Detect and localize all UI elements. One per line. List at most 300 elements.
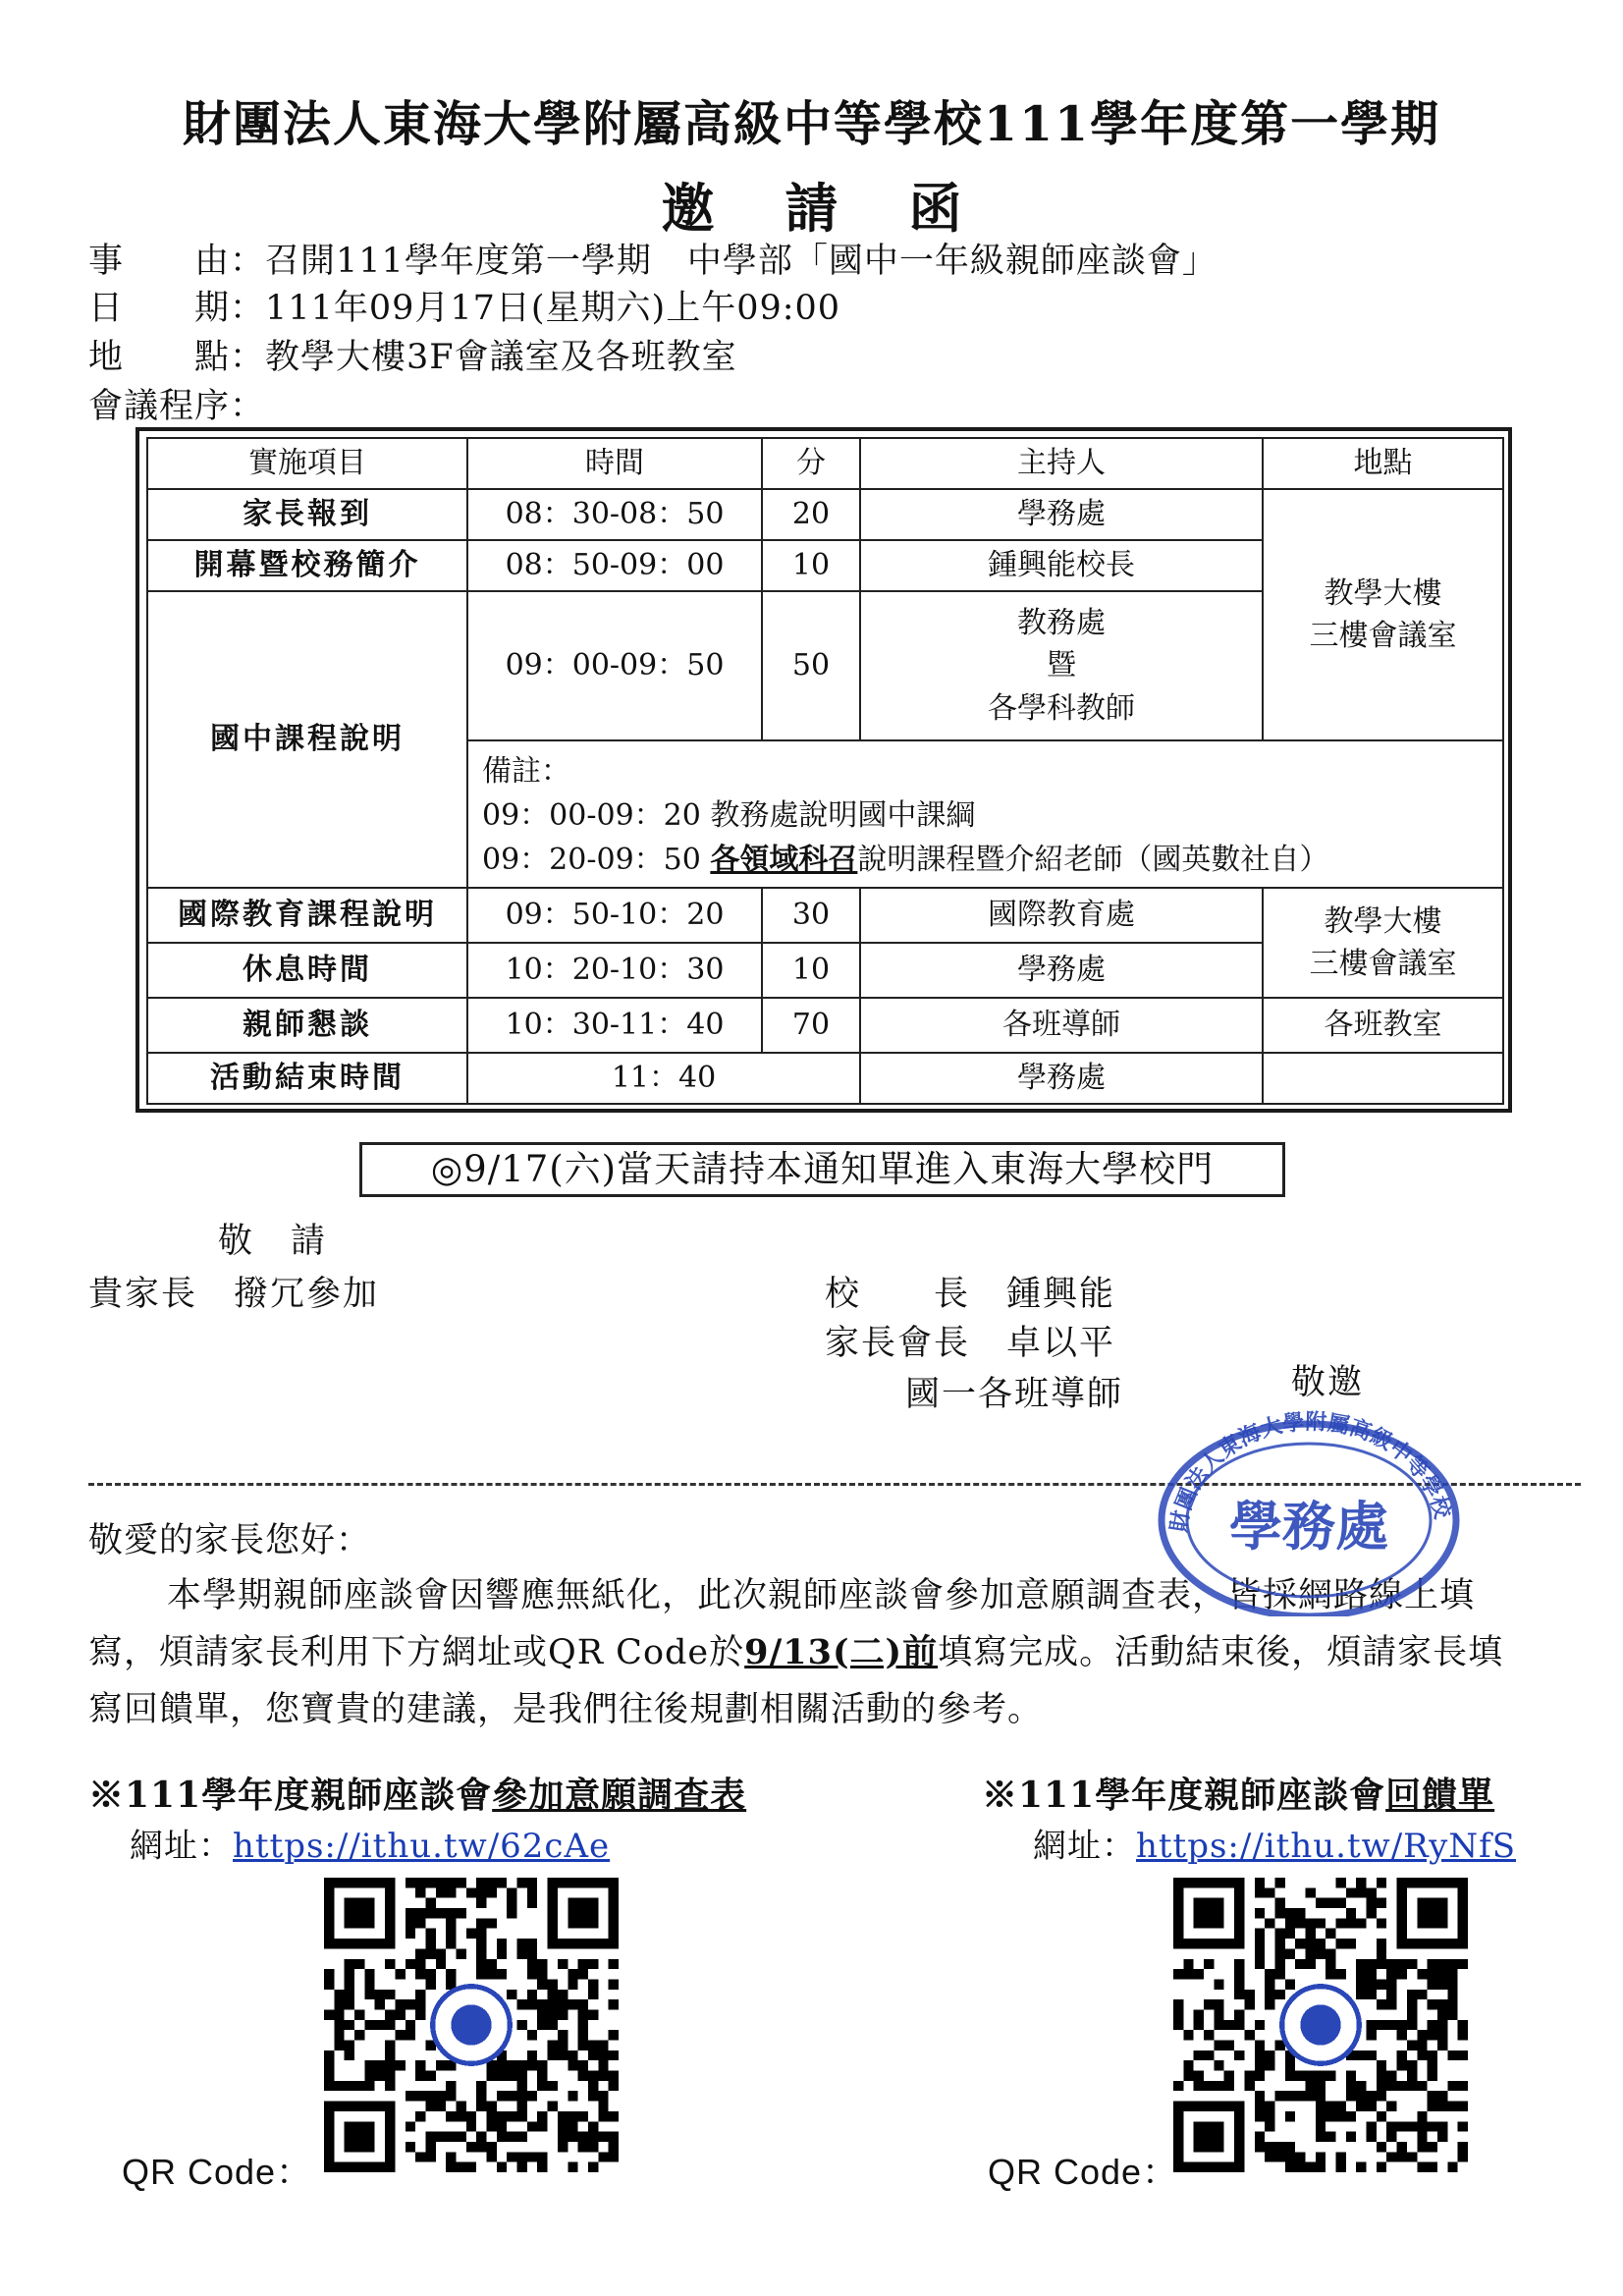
info-location-label: 地 點： [88, 338, 266, 377]
qr-module [588, 2081, 598, 2091]
qr-module [1417, 2111, 1427, 2121]
qr-module [609, 1979, 619, 1989]
qr-module [446, 1929, 456, 1939]
qr-logo-center [1300, 2004, 1340, 2045]
qr-module [598, 2050, 608, 2060]
letter-line3: 寫回饋單，您寶貴的建議，是我們往後規劃相關活動的參考。 [88, 1690, 1044, 1729]
qr-module [537, 2162, 547, 2172]
qr-module [425, 1979, 435, 1989]
qr-module [1377, 1948, 1386, 1958]
qr-module [1397, 2142, 1407, 2152]
qr-module [527, 1948, 537, 1958]
qr-module [406, 1908, 415, 1918]
info-subject-label: 事 由： [88, 242, 266, 281]
qr-right-url-link[interactable]: https://ithu.tw/RyNfS [1136, 1827, 1516, 1866]
qr-module [1234, 1969, 1244, 1979]
qr-module [1274, 1969, 1284, 1979]
info-subject [88, 234, 1217, 283]
qr-right-url-row [1033, 1819, 1516, 1867]
qr-module [425, 1969, 435, 1979]
qr-module [1428, 1979, 1437, 1989]
qr-module [517, 1948, 527, 1958]
qr-module [588, 2132, 598, 2142]
qr-module [1316, 2121, 1325, 2131]
qr-module [507, 1908, 516, 1918]
qr-module [1285, 1918, 1295, 1928]
qr-module [446, 1908, 456, 1918]
qr-module [568, 2091, 577, 2101]
qr-module [487, 2071, 497, 2081]
qr-module [537, 2020, 547, 2030]
qr-module [497, 2060, 507, 2070]
qr-module [1377, 1878, 1386, 1887]
qr-module [598, 2091, 608, 2101]
qr-module [1336, 2111, 1346, 2121]
qr-module [558, 2030, 568, 2040]
qr-module [1224, 2081, 1234, 2091]
qr-module [588, 1959, 598, 1969]
school-seal-stamp [1147, 1402, 1471, 1616]
qr-module [1285, 2142, 1295, 2152]
qr-module [1377, 2111, 1386, 2121]
qr-module [609, 2142, 619, 2152]
qr-module [1316, 2162, 1325, 2172]
qr-module [1367, 2121, 1377, 2131]
qr-module [1346, 2071, 1356, 2081]
qr-module [1428, 2162, 1437, 2172]
qr-finder-pattern [1194, 2121, 1224, 2152]
qr-module [568, 1969, 577, 1979]
qr-module [1407, 1959, 1417, 1969]
qr-module [446, 1939, 456, 1948]
row-host: 各班導師 [860, 998, 1263, 1053]
header-location: 地點 [1263, 438, 1503, 489]
qr-module [1367, 2020, 1377, 2030]
qr-module [1173, 1969, 1183, 1979]
qr-module [527, 2030, 537, 2040]
qr-module [1356, 2050, 1366, 2060]
qr-module [1447, 2050, 1457, 2060]
qr-module [578, 2132, 588, 2142]
qr-module [415, 2060, 425, 2070]
qr-module [1346, 2111, 1356, 2121]
qr-right-prefix: ※111學年度親師座談會 [982, 1775, 1386, 1816]
qr-module [1316, 1939, 1325, 1948]
qr-module [1447, 1959, 1457, 1969]
qr-module [476, 2091, 486, 2101]
qr-module [415, 1959, 425, 1969]
qr-module [1265, 2102, 1274, 2111]
qr-module [1346, 1908, 1356, 1918]
info-location-value: 教學大樓3F會議室及各班教室 [265, 338, 737, 377]
qr-module [425, 2132, 435, 2142]
row-location-b [1263, 888, 1503, 998]
qr-module [1214, 2041, 1223, 2050]
qr-module [1458, 2152, 1468, 2161]
qr-module [1224, 2041, 1234, 2050]
qr-module [345, 2081, 354, 2091]
qr-module [1285, 1948, 1295, 1958]
qr-module [425, 2152, 435, 2161]
info-subject-value: 召開111學年度第一學期 中學部「國中一年級親師座談會」 [265, 242, 1217, 281]
qr-module [487, 1959, 497, 1969]
qr-module [1255, 2132, 1265, 2142]
qr-module [1204, 2050, 1214, 2060]
qr-module [1407, 2152, 1417, 2161]
note-line2-prefix: 09：20-09：50 [482, 843, 711, 877]
qr-module [466, 2111, 476, 2121]
qr-module [436, 2132, 446, 2142]
qr-module [609, 2081, 619, 2091]
qr-module [476, 2102, 486, 2111]
qr-module [1255, 2142, 1265, 2152]
qr-module [1316, 2102, 1325, 2111]
qr-module [415, 2071, 425, 2081]
qr-module [1285, 1908, 1295, 1918]
qr-module [1194, 2020, 1204, 2030]
qr-module [1274, 1908, 1284, 1918]
row-minutes: 30 [762, 888, 860, 943]
qr-module [1274, 2142, 1284, 2152]
qr-module [1437, 2121, 1447, 2131]
qr-module [1447, 1969, 1457, 1979]
row-minutes: 10 [762, 540, 860, 591]
qr-finder-pattern [1194, 1898, 1224, 1929]
qr-module [1224, 2020, 1234, 2030]
qr-module [415, 1887, 425, 1897]
qr-module [1397, 1969, 1407, 1979]
qr-module [425, 1939, 435, 1948]
qr-module [1437, 2102, 1447, 2111]
qr-module [558, 2111, 568, 2121]
qr-module [395, 2030, 405, 2040]
qr-left-label: QR Code： [122, 2152, 313, 2192]
row-host: 國際教育處 [860, 888, 1263, 943]
qr-module [537, 1969, 547, 1979]
qr-module [1325, 1969, 1335, 1979]
qr-module [598, 2152, 608, 2161]
qr-module [1305, 2091, 1315, 2101]
qr-finder-pattern [345, 1898, 375, 1929]
qr-module [558, 2041, 568, 2050]
qr-module [1417, 2050, 1427, 2060]
qr-module [415, 1878, 425, 1887]
qr-module [406, 1999, 415, 2009]
qr-module [1336, 1939, 1346, 1948]
qr-module [588, 2041, 598, 2050]
qr-module [1234, 2009, 1244, 2019]
qr-module [537, 1999, 547, 2009]
qr-module [1367, 1969, 1377, 1979]
qr-module [1458, 2081, 1468, 2091]
qr-module [1244, 2030, 1254, 2040]
qr-module [1194, 2009, 1204, 2019]
qr-module [1295, 2162, 1305, 2172]
qr-module [1265, 1918, 1274, 1928]
host-line3: 各學科教師 [988, 690, 1135, 726]
qr-module [1386, 1990, 1396, 1999]
row-host: 學務處 [860, 489, 1263, 540]
qr-module [527, 1887, 537, 1897]
qr-module [446, 1969, 456, 1979]
qr-module [507, 2111, 516, 2121]
qr-module [425, 2071, 435, 2081]
qr-module [537, 2009, 547, 2019]
qr-module [609, 1999, 619, 2009]
qr-module [1437, 2041, 1447, 2050]
qr-module [578, 1999, 588, 2009]
qr-module [507, 2132, 516, 2142]
qr-module [406, 2121, 415, 2131]
qr-module [527, 1878, 537, 1887]
qr-module [1356, 1959, 1366, 1969]
qr-module [1194, 2050, 1204, 2060]
qr-module [415, 1969, 425, 1979]
qr-module [1265, 2142, 1274, 2152]
qr-module [406, 1929, 415, 1939]
qr-module [1325, 1929, 1335, 1939]
qr-module [527, 1898, 537, 1908]
qr-module [568, 2121, 577, 2131]
qr-module [578, 2009, 588, 2019]
qr-left-prefix: ※111學年度親師座談會 [88, 1775, 493, 1816]
qr-module [487, 2142, 497, 2152]
letter-line1: 本學期親師座談會因響應無紙化，此次親師座談會參加意願調查表，皆採網路線上填 [167, 1576, 1476, 1615]
qr-module [517, 2111, 527, 2121]
qr-module [1305, 1959, 1315, 1969]
document-title: 財團法人東海大學附屬高級中等學校111學年度第一學期 [182, 95, 1441, 152]
qr-module [1214, 2081, 1223, 2091]
row-host: 學務處 [860, 1053, 1263, 1104]
table-row [147, 1053, 1503, 1104]
qr-module [1183, 2030, 1193, 2040]
qr-module [1367, 1959, 1377, 1969]
qr-module [456, 2111, 465, 2121]
qr-module [1458, 2142, 1468, 2152]
qr-module [598, 2060, 608, 2070]
qr-module [1183, 2060, 1193, 2070]
qr-module [406, 2142, 415, 2152]
host-line1: 教務處 [1017, 605, 1106, 640]
qr-module [507, 1898, 516, 1908]
qr-module [476, 2081, 486, 2091]
qr-module [1305, 1887, 1315, 1897]
qr-module [568, 2111, 577, 2121]
qr-module [517, 1999, 527, 2009]
qr-module [1397, 2050, 1407, 2060]
qr-module [364, 1990, 374, 1999]
qr-module [527, 1999, 537, 2009]
qr-module [1356, 2162, 1366, 2172]
qr-module [446, 1878, 456, 1887]
qr-module [517, 2071, 527, 2081]
qr-module [507, 1990, 516, 1999]
qr-module [345, 1959, 354, 1969]
qr-left-title-underlined: 參加意願調查表 [492, 1775, 747, 1816]
qr-module [487, 1887, 497, 1897]
qr-module [609, 2111, 619, 2121]
qr-module [406, 2030, 415, 2040]
letter-line2-prefix: 寫，煩請家長利用下方網址或QR Code於 [88, 1633, 745, 1672]
qr-module [466, 2121, 476, 2131]
row-minutes: 70 [762, 998, 860, 1053]
qr-module [1428, 2030, 1437, 2040]
qr-module [334, 2009, 344, 2019]
qr-module [415, 1908, 425, 1918]
qr-left-code[interactable] [324, 1878, 619, 2172]
qr-module [578, 2030, 588, 2040]
qr-module [1325, 1898, 1335, 1908]
qr-module [1397, 2121, 1407, 2131]
qr-module [1234, 2020, 1244, 2030]
qr-module [558, 2050, 568, 2060]
qr-module [487, 2152, 497, 2161]
qr-module [324, 2050, 334, 2060]
qr-module [558, 1990, 568, 1999]
qr-module [324, 2081, 334, 2091]
qr-module [1325, 2102, 1335, 2111]
qr-module [1316, 1948, 1325, 1958]
qr-module [1367, 1979, 1377, 1989]
qr-module [1255, 2060, 1265, 2070]
invite-text: 敬邀 [1291, 1363, 1365, 1402]
row-host: 學務處 [860, 943, 1263, 998]
qr-module [1428, 1999, 1437, 2009]
qr-module [466, 1887, 476, 1897]
qr-module [548, 2020, 558, 2030]
qr-module [1255, 1959, 1265, 1969]
qr-module [537, 2071, 547, 2081]
qr-left-url-link[interactable]: https://ithu.tw/62cAe [233, 1827, 611, 1866]
info-date [88, 281, 840, 330]
table-row [147, 998, 1503, 1053]
qr-module [334, 2081, 344, 2091]
qr-module [476, 2142, 486, 2152]
qr-module [1265, 2050, 1274, 2060]
qr-module [364, 2060, 374, 2070]
qr-module [1367, 2050, 1377, 2060]
qr-module [385, 2071, 395, 2081]
qr-module [548, 2050, 558, 2060]
qr-module [1386, 2071, 1396, 2081]
row-item: 親師懇談 [147, 998, 467, 1053]
qr-module [609, 1959, 619, 1969]
seal-ring-text: 財團法人東海大學附屬高級中等學校 [1166, 1409, 1455, 1534]
qr-module [1407, 2071, 1417, 2081]
qr-module [517, 2152, 527, 2161]
qr-module [568, 2060, 577, 2070]
qr-module [1255, 1878, 1265, 1887]
qr-module [1285, 2060, 1295, 2070]
qr-module [1285, 1979, 1295, 1989]
qr-module [1346, 2091, 1356, 2101]
qr-module [1295, 2152, 1305, 2161]
qr-module [1173, 2009, 1183, 2019]
qr-module [1285, 2071, 1295, 2081]
qr-module [385, 2081, 395, 2091]
qr-module [1407, 2041, 1417, 2050]
qr-module [1255, 2091, 1265, 2101]
qr-module [1346, 2132, 1356, 2142]
qr-module [588, 2071, 598, 2081]
respect-text: 敬 請 [218, 1222, 328, 1261]
qr-module [497, 2071, 507, 2081]
qr-module [345, 1969, 354, 1979]
row-time: 09：00-09：50 [467, 591, 762, 740]
qr-module [578, 2071, 588, 2081]
qr-module [1377, 2071, 1386, 2081]
qr-module [1417, 2030, 1427, 2040]
qr-module [1274, 1948, 1284, 1958]
qr-module [1316, 2111, 1325, 2121]
qr-module [406, 1878, 415, 1887]
qr-module [548, 2009, 558, 2019]
table-row [147, 888, 1503, 943]
qr-module [1346, 1918, 1356, 1928]
qr-module [354, 1959, 364, 1969]
qr-module [517, 1939, 527, 1948]
qr-module [1447, 1999, 1457, 2009]
qr-module [1274, 1878, 1284, 1887]
row-item: 開幕暨校務簡介 [147, 540, 467, 591]
qr-module [415, 1990, 425, 1999]
qr-module [507, 1887, 516, 1897]
qr-module [1244, 1990, 1254, 1999]
qr-module [548, 2102, 558, 2111]
qr-module [1407, 1999, 1417, 2009]
qr-module [578, 1959, 588, 1969]
qr-module [334, 1999, 344, 2009]
note-line2-suffix: 說明課程暨介紹老師（國英數社自） [857, 843, 1329, 877]
qr-module [456, 1908, 465, 1918]
qr-module [345, 1990, 354, 1999]
qr-module [588, 2142, 598, 2152]
qr-module [415, 1999, 425, 2009]
qr-module [1255, 2020, 1265, 2030]
qr-module [385, 2050, 395, 2060]
location-a-line2: 三樓會議室 [1309, 619, 1457, 653]
qr-right-title-underlined: 回饋單 [1385, 1775, 1495, 1816]
qr-module [446, 2152, 456, 2161]
qr-module [1265, 2060, 1274, 2070]
qr-module [446, 1887, 456, 1897]
qr-module [558, 2142, 568, 2152]
qr-module [1346, 1939, 1356, 1948]
qr-module [1386, 2121, 1396, 2131]
qr-right-code[interactable] [1173, 1878, 1468, 2172]
qr-finder-pattern [345, 2121, 375, 2152]
row-item: 活動結束時間 [147, 1053, 467, 1104]
qr-module [1183, 1959, 1193, 1969]
qr-module [1316, 2071, 1325, 2081]
qr-module [476, 1948, 486, 1958]
qr-module [1428, 2102, 1437, 2111]
qr-right-modules [1173, 1878, 1468, 2172]
qr-module [446, 2081, 456, 2091]
qr-module [1458, 2102, 1468, 2111]
qr-module [1234, 1990, 1244, 1999]
header-item: 實施項目 [147, 438, 467, 489]
qr-module [1386, 1999, 1396, 2009]
qr-module [537, 2152, 547, 2161]
qr-module [1295, 1939, 1305, 1948]
qr-module [1407, 2081, 1417, 2091]
qr-module [1367, 1990, 1377, 1999]
row-item: 休息時間 [147, 943, 467, 998]
qr-module [1437, 2132, 1447, 2142]
principal-signature: 校 長 鍾興能 [825, 1275, 1116, 1314]
qr-module [1255, 2050, 1265, 2060]
